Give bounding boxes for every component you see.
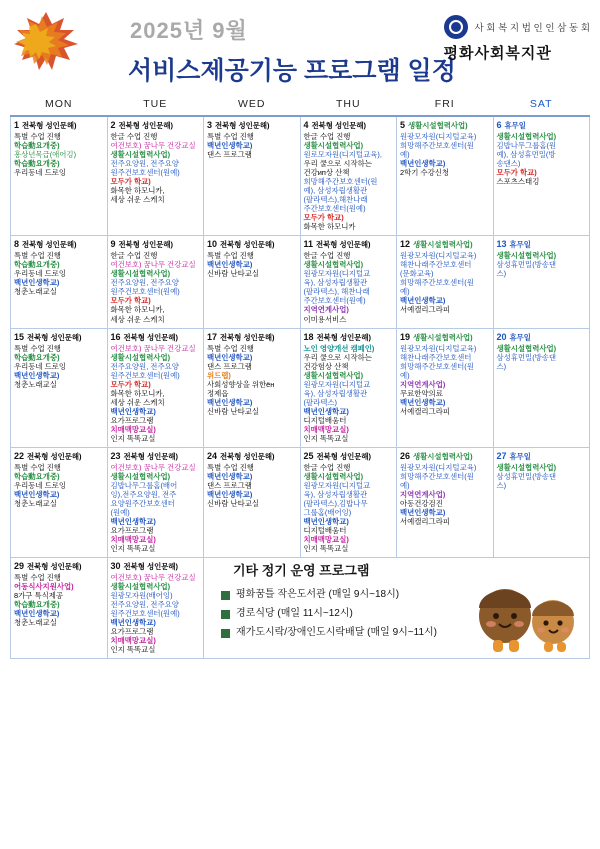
calendar-week-row [11,236,590,328]
day-event-line: 청춘노래교실 [14,287,57,297]
day-event-line: 요가프로그램 [110,415,154,425]
day-event-line: 백년인생학교) [110,618,156,628]
day-event-line: 세상 쉬운 스케치 [110,314,165,324]
day-event-line: 흥상년목급(애어깅) [14,150,77,160]
day-event-line: 서예캘리그라피 [400,517,450,526]
day-event-line: 휴무일 [504,121,526,130]
day-event-line: 송댄스) [496,159,521,169]
day-event-line: 삼성휴먼밀(방송댄 [496,352,557,362]
other-program-label: 경로식당 (매일 11시~12시) [236,608,353,620]
calendar-day-cell[interactable] [397,328,494,447]
day-event-line: 세상 쉬운 스케치 [110,195,165,205]
day-event-line: 우리동네 드로잉 [14,361,67,371]
day-event-line: 지역연계사업) [303,305,349,315]
day-event-line: 특별 수업 진행 [207,343,254,353]
day-event-line: 청춘노래교실 [14,379,57,389]
organization-name: 평화사회복지관 [443,45,552,62]
day-event-line: 생활시설협력사업) [496,251,557,261]
day-event-line: 노인 영양개선 캠페인) [303,343,375,353]
day-event-line: 백년인생학교) [207,352,253,362]
day-number: 19 [400,331,411,342]
calendar-day-cell[interactable] [300,447,397,557]
weekday-thu: THU [300,94,397,116]
day-event-line: 학습動요개중) [14,141,60,150]
calendar-day-cell[interactable] [397,116,494,236]
day-event-line: 특별 수업 진행 [207,131,254,141]
day-event-line: 생활시설협력사업) [303,260,364,270]
organization-subtitle: 사 회 복 지 법 인 인 삼 동 회 [474,23,590,34]
day-event-line: 한글 수업 진행 [303,462,351,472]
day-event-line: 해찬나래주간보호센터 [400,352,472,362]
day-event-line: 휴무일 [509,240,531,250]
day-event-line: 전북형 성인문해) [220,240,275,250]
day-event-line: 희망해주간보호센터(원 [303,177,378,187]
day-number: 24 [207,450,218,461]
day-event-line: 희망해주간보호센터(원 [400,278,474,288]
day-event-line: 생활시설협력사업) [303,370,364,380]
day-event-line: 김밥나무그룹홈(원 [496,141,557,150]
day-event-line: 원주건보호센터(원예) [110,609,180,619]
day-event-line: 스) [496,361,507,371]
day-event-line: 특별 수업 진행 [207,462,254,472]
day-event-line: 백년인생학교) [400,397,446,407]
day-event-line: 전북형 성인문해) [220,451,275,461]
day-event-line: 생활시설협력사업) [408,121,468,130]
day-event-line: 생활시설협력사업) [303,471,364,481]
day-number: 30 [110,561,121,572]
day-event-line: 화목한 하모니카 [303,222,356,232]
other-programs-box [204,558,590,659]
day-number: 10 [207,239,218,250]
weekday-mon: MON [11,94,108,116]
day-event-line: 학습動요개중) [14,159,60,169]
weekday-fri: FRI [397,94,494,116]
square-bullet-icon [221,629,230,638]
day-event-line: 지역연계사업) [400,379,446,389]
calendar-body [11,116,590,659]
calendar-day-cell[interactable] [11,447,108,557]
day-event-line: 생활시설협력사업) [110,150,171,160]
day-event-line: 전북형 성인문해) [316,332,372,342]
other-programs-title: 기타 정기 운영 프로그램 [233,563,370,579]
day-event-line: 인지 똑똑교실 [110,645,156,655]
day-event-line: 육), 삼성자립생활관 [303,278,368,288]
calendar-day-cell[interactable] [107,558,204,659]
day-event-line: 화목한 하모니카, [110,388,165,398]
day-event-line: (원예) [110,507,130,517]
acorn-mascot-icon [465,574,585,656]
day-event-line: 백년인생학교) [207,141,253,150]
day-number: 12 [400,239,411,250]
calendar-day-cell[interactable] [493,328,590,447]
day-number: 8 [14,239,20,250]
day-event-line: 전북형 성인문해) [123,562,179,572]
day-event-line: 예) [400,370,410,380]
day-number: 25 [303,450,314,461]
day-event-line: 생활시설협력사업) [496,131,557,141]
day-event-line: 우리동네 드로잉 [14,269,67,279]
day-number: 11 [303,239,314,250]
day-event-line: 위드랩) [207,370,231,380]
day-event-line: 건강ип상 산책 [303,168,350,178]
day-event-line: 전주요양원, 전주요양 [110,361,179,371]
day-event-line: 치매맥망교실) [110,424,156,434]
calendar-week-row [11,447,590,557]
day-event-line: (팔라텍스), 해찬나래 [303,287,370,297]
day-event-line: 인지 똑똑교실 [303,544,349,554]
day-event-line: 치매맥망교실) [110,636,156,646]
day-event-line: 정제읍 [207,388,229,398]
day-event-line: 생활시설협력사업) [413,332,473,342]
calendar-day-cell[interactable] [300,236,397,328]
other-program-label: 재가도시락/장애인도시락배달 (매일 9시~11시) [236,627,437,639]
day-event-line: 백년인생학교) [400,507,446,517]
day-event-line: 전북형 성인문해) [123,332,179,342]
day-number: 29 [14,561,25,572]
other-program-label: 평화꿈틀 작은도서관 (매일 9시~18시) [236,588,400,600]
day-event-line: 여건보호) 꿈나무 건강교실 [110,343,196,353]
organization-brand [443,14,590,63]
day-event-line: 화목한 하모니카, [110,305,165,315]
day-number: 13 [496,239,507,250]
calendar-week-row [11,116,590,236]
day-event-line: 예), 삼성휴먼밀(방 [496,150,556,160]
weekday-header-row [11,94,590,116]
calendar-week-row [11,328,590,447]
day-event-line: 원로모자원(디지털교육), [303,150,382,160]
day-event-line: 무료한약의료 [400,388,443,398]
day-event-line: 우리 쿨으로 시작하는 [303,159,372,169]
day-event-line: 서예캘리그라피 [400,305,450,315]
day-event-line: 전북형 성인문해) [27,562,82,572]
day-event-line: 예), 삼성자립생활관 [303,186,368,196]
day-event-line: 한글 수업 진행 [303,251,351,261]
day-event-line: 원광모자원(디지털교 [303,379,371,389]
day-event-line: 건강험상 산책 [303,361,349,371]
day-event-line: 사회성향상을 위한ён [207,379,275,389]
day-event-line: 치매맥망교실) [110,535,156,545]
day-event-line: 전북형 성인문해) [22,121,77,130]
day-event-line: 전주요양원, 전주요양 [110,278,179,288]
day-event-line: 학습動요개중) [14,600,60,610]
day-event-line: 여건보호) 꿈나무 건강교실 [110,141,196,150]
day-event-line: 여건보호) 꿈나무 건강교실 [110,573,196,583]
day-event-line: 여건보호) 꿈나무 건강교실 [110,260,196,270]
day-event-line: 2학기 수강신청 [400,168,450,178]
calendar-day-cell[interactable] [204,447,301,557]
day-event-line: 백년인생학교) [14,489,60,499]
day-event-line: 생활시설협력사업) [110,352,171,362]
weekday-wed: WED [204,94,301,116]
day-event-line: 원광모자원(디지털교 [303,269,371,279]
day-event-line: 신바람 난타교실 [207,406,260,416]
day-number: 15 [14,331,25,342]
day-event-line: 청춘노래교실 [14,498,57,508]
day-event-line: 특별 수업 진행 [14,131,61,141]
day-event-line: 특별 수업 진행 [14,343,61,353]
day-event-line: 백년인생학교) [400,296,446,306]
circle-logo-icon [443,14,469,40]
day-event-line: 전북형 성인문해) [316,451,372,461]
calendar-week-row-last [11,558,590,659]
day-event-line: 특별 수업 진행 [14,573,61,583]
calendar-day-cell[interactable] [300,116,397,236]
day-event-line: 전주요양원, 전주요양 [110,600,179,610]
day-event-line: 신바람 난타교실 [207,269,260,279]
day-event-line: 예) [400,150,410,160]
day-number: 17 [207,331,218,342]
day-event-line: 예) [400,287,410,297]
day-event-line: 생활시설협력사업) [413,451,473,461]
day-event-line: 특별 수업 진행 [14,251,61,261]
calendar-day-cell[interactable] [107,447,204,557]
square-bullet-icon [221,591,230,600]
day-number: 23 [110,450,121,461]
day-event-line: 원광모자원(배어잉) [110,591,173,601]
day-event-line: 모두가 학교) [110,177,151,187]
day-event-line: 전북형 성인문해) [316,240,371,250]
day-event-line: 원주건보호센터(원예) [110,168,180,178]
day-event-line: 생활시설협력사업) [110,582,171,592]
calendar-day-cell[interactable] [107,116,204,236]
day-event-line: 생활시설협력사업) [110,269,171,279]
day-event-line: 삼성휴먼밀(방송댄 [496,471,557,481]
calendar-day-cell[interactable] [107,328,204,447]
day-event-line: 원광모자원(디지털교육) [400,131,477,141]
day-number: 6 [496,120,502,130]
day-event-line: 전북형 성인문해) [27,451,82,461]
day-event-line: 백년인생학교) [14,609,60,619]
day-event-line: 지역연계사업) [400,489,446,499]
day-event-line: 치매맥망교실) [303,535,349,545]
calendar-day-cell[interactable] [11,236,108,328]
day-event-line: 이미용서비스 [303,314,347,324]
day-event-line: 전북형 성인문해) [220,332,275,342]
day-event-line: 디지털배움터 [303,415,347,425]
day-event-line: 주간보호센터(원예) [303,296,366,306]
day-event-line: 주간보호센터(원예) [303,204,366,214]
day-event-line: 여건보호) 꿈나무 건강교실 [110,462,196,472]
weekday-tue: TUE [107,94,204,116]
day-event-line: 요양원주간보호센터 [110,498,175,508]
calendar-day-cell[interactable] [204,236,301,328]
day-event-line: 특별 수업 진행 [14,462,61,472]
day-event-line: 학습動요개중) [14,352,60,362]
square-bullet-icon [221,610,230,619]
day-event-line: 생활시설협력사업) [496,462,557,472]
day-event-line: 우리 쿨으로 시작하는 [303,352,372,362]
day-event-line: 8가구 특식제공 [14,591,64,601]
calendar-day-cell[interactable] [300,328,397,447]
day-number: 4 [303,120,309,130]
day-event-line: 특별 수업 진행 [207,251,254,261]
day-event-line: 세상 쉬운 스케치 [110,397,165,407]
day-event-line: 삼성휴먼밀(방송댄 [496,260,557,270]
day-event-line: 육), 삼성자립생활관 [303,388,368,398]
day-event-line: 청춘노래교실 [14,618,57,628]
day-event-line: 생활시설협력사업) [496,343,557,353]
day-number: 5 [400,120,406,130]
day-number: 27 [496,450,507,461]
day-event-line: 육), 삼성자립생활관 [303,489,368,499]
day-event-line: (팔라텍스),해찬나래 [303,195,368,205]
weekday-sat: SAT [493,94,590,116]
calendar-day-cell[interactable] [204,116,301,236]
day-event-line: 원광모자원(디지털교육) [400,343,477,353]
calendar-day-cell[interactable] [493,116,590,236]
day-event-line: (팔라텍스) [303,397,337,407]
day-event-line: 모두가 학교) [496,168,537,178]
day-event-line: 생활시설협력사업) [303,141,364,150]
day-event-line: 원주건보호센터(원예) [110,370,180,380]
day-event-line: 스) [496,480,507,490]
day-event-line: 백년인생학교) [207,489,253,499]
day-event-line: 전북형 성인문해) [118,121,174,130]
day-event-line: 원주건보호센터(원예) [110,287,180,297]
day-number: 3 [207,120,213,130]
day-number: 20 [496,331,507,342]
calendar-day-cell[interactable] [397,447,494,557]
day-event-line: 휴무일 [509,451,531,461]
calendar-day-cell[interactable] [11,328,108,447]
day-event-line: 요가프로그램 [110,627,154,637]
day-event-line: 댄스 프로그램 [207,150,252,160]
day-event-line: 서예캘리그라피 [400,406,450,416]
day-event-line: 백년인생학교) [207,471,253,481]
day-event-line: 휴무일 [509,332,531,342]
day-event-line: 인지 똑똑교실 [303,433,349,443]
day-number: 16 [110,331,121,342]
day-event-line: 우리동네 드로잉 [14,480,67,490]
day-event-line: 그룹홈(배어잉) [303,507,352,517]
day-event-line: 백년인생학교) [110,406,156,416]
day-event-line: 댄스 프로그램 [207,480,252,490]
day-event-line: 모두가 학교) [303,213,344,223]
day-event-line: 희망해주간보호센터(원 [400,471,474,481]
calendar-day-cell[interactable] [493,447,590,557]
day-event-line: 전북형 성인문해) [22,240,77,250]
day-event-line: 잉),전주요양원, 전주 [110,489,177,499]
page-title: 서비스제공기능 프로그램 일정 [128,57,456,85]
day-event-line: 전북형 성인문해) [123,451,179,461]
day-event-line: 원광모자원(디지털교 [303,480,371,490]
calendar-day-cell[interactable] [397,236,494,328]
day-event-line: 어동식사지원사업) [14,582,74,592]
day-event-line: 백년인생학교) [207,260,253,270]
day-event-line: 예) [400,480,410,490]
day-event-line: 모두가 학교) [110,296,151,306]
day-event-line: 백년인생학교) [110,517,156,526]
day-event-line: 백년인생학교) [303,517,349,526]
day-event-line: 전북형 성인문해) [215,121,270,130]
day-number: 26 [400,450,411,461]
day-number: 22 [14,450,25,461]
day-event-line: 한글 수업 진행 [110,131,158,141]
title-block [128,14,456,87]
day-event-line: 디지털배움터 [303,526,347,536]
day-event-line: 희망해주간보호센터(원 [400,141,474,150]
day-event-line: 백년인생학교) [400,159,446,169]
day-event-line: 화목한 하모니카, [110,186,165,196]
day-event-line: 전북형 성인문해) [27,332,82,342]
day-event-line: 한글 수업 진행 [110,251,158,261]
day-number: 18 [303,331,314,342]
day-event-line: 생활시설협력사업) [110,471,171,481]
day-number: 2 [110,120,116,130]
day-event-line: 우리동네 드로잉 [14,168,67,178]
day-event-line: 치매맥망교실) [303,424,349,434]
page-header [10,8,590,94]
day-event-line: 전북형 성인문해) [311,121,367,130]
day-event-line: 백년인생학교) [207,397,253,407]
day-event-line: 인지 똑똑교실 [110,433,156,443]
day-number: 1 [14,120,20,130]
calendar-day-cell[interactable] [107,236,204,328]
calendar-day-cell[interactable] [11,558,108,659]
day-event-line: 백년인생학교) [14,370,60,380]
day-event-line: 해찬나래주간보호센터 [400,260,472,270]
maple-leaf-icon [12,10,82,74]
day-event-line: 원광모자원(디지털교육) [400,462,477,472]
day-event-line: 신바람 난타교실 [207,498,260,508]
day-event-line: 아동건강검진 [400,498,443,508]
calendar-day-cell[interactable] [493,236,590,328]
calendar-day-cell[interactable] [11,116,108,236]
page-year-title: 2025년 9월 [130,18,248,43]
day-event-line: 스포츠스태깅 [496,177,540,187]
day-number: 9 [110,239,116,250]
day-event-line: (팔라텍스),김밥나무 [303,498,368,508]
day-event-line: 희망해주간보호센터(원 [400,361,474,371]
day-event-line: 인지 똑똑교실 [110,544,156,554]
day-event-line: 댄스 프로그램 [207,361,252,371]
day-event-line: 백년인생학교) [303,406,349,416]
day-event-line: (문화교육) [400,269,434,279]
monthly-calendar [10,94,590,659]
day-event-line: 백년인생학교) [14,278,60,288]
day-event-line: 스) [496,269,507,279]
day-event-line: 요가프로그램 [110,526,154,536]
day-event-line: 한글 수업 진행 [303,131,351,141]
day-event-line: 전주요양원, 전주요양 [110,159,179,169]
day-event-line: 학습動요개중) [14,471,60,481]
day-event-line: 원광모자원(디지털교육) [400,251,477,261]
calendar-day-cell[interactable] [204,328,301,447]
day-event-line: 김밥나무그룹홈(배어 [110,480,178,490]
day-event-line: 모두가 학교) [110,379,151,389]
day-event-line: 전북형 성인문해) [118,240,174,250]
day-event-line: 생활시설협력사업) [413,240,473,250]
day-event-line: 학습動요개중) [14,260,60,270]
